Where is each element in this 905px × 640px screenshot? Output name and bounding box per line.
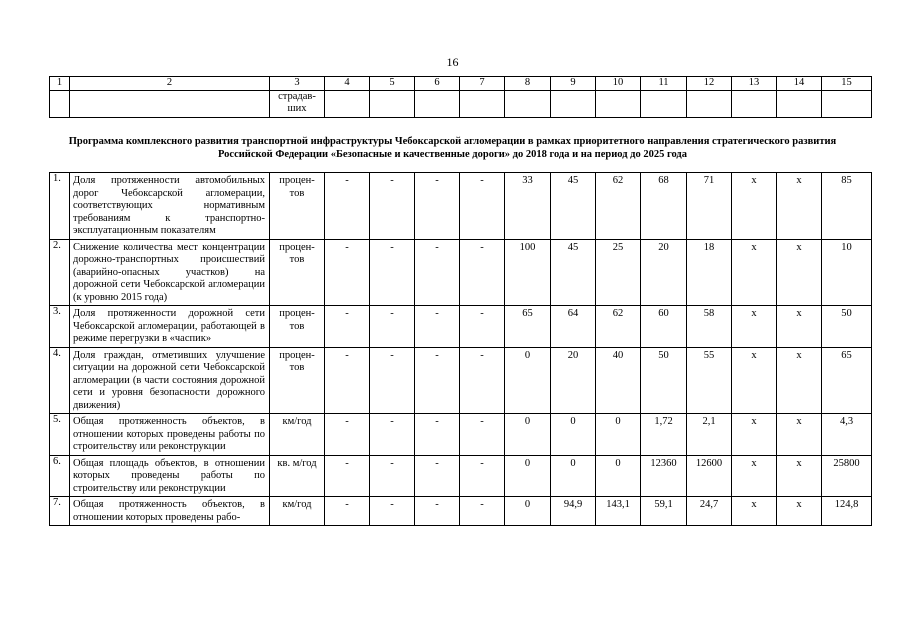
unit: процен- тов (270, 239, 325, 306)
continuation-cell-5 (370, 90, 415, 117)
column-number-3: 3 (270, 77, 325, 91)
unit: процен- тов (270, 347, 325, 414)
value-cell: - (415, 306, 460, 348)
continuation-row (50, 90, 872, 117)
row-number: 5. (50, 414, 70, 456)
value-cell: - (415, 414, 460, 456)
value-cell: 18 (687, 239, 732, 306)
column-number-15: 15 (822, 77, 872, 91)
value-cell: 20 (551, 347, 596, 414)
value-cell: - (460, 347, 505, 414)
value-cell: х (732, 497, 777, 526)
value-cell: 0 (505, 414, 551, 456)
column-number-6: 6 (415, 77, 460, 91)
row-number: 2. (50, 239, 70, 306)
indicator-name: Доля протяженности дорожной сети Чебоксарской агломерации, работающей в режиме перегрузки в «часпик» (70, 306, 270, 348)
continuation-cell-13 (732, 90, 777, 117)
value-cell: 40 (596, 347, 641, 414)
value-cell: - (415, 239, 460, 306)
value-cell: 100 (505, 239, 551, 306)
value-cell: - (460, 239, 505, 306)
column-number-4: 4 (325, 77, 370, 91)
table-row (50, 239, 872, 306)
unit: процен- тов (270, 306, 325, 348)
value-cell: 62 (596, 173, 641, 240)
continuation-cell-3: страдав-ших (270, 90, 325, 117)
value-cell: 12600 (687, 455, 732, 497)
value-cell: х (777, 497, 822, 526)
value-cell: - (325, 497, 370, 526)
unit: км/год (270, 414, 325, 456)
value-cell: - (370, 414, 415, 456)
value-cell: х (777, 455, 822, 497)
continuation-cell-10 (596, 90, 641, 117)
value-cell: - (460, 455, 505, 497)
continuation-cell-14 (777, 90, 822, 117)
column-number-13: 13 (732, 77, 777, 91)
value-cell: х (732, 414, 777, 456)
table-header (49, 76, 872, 118)
value-cell: 0 (505, 347, 551, 414)
value-cell: 0 (505, 497, 551, 526)
value-cell: х (732, 306, 777, 348)
continuation-cell-12 (687, 90, 732, 117)
value-cell: - (370, 239, 415, 306)
unit: процен- тов (270, 173, 325, 240)
column-number-row (50, 77, 872, 91)
value-cell: - (370, 347, 415, 414)
continuation-cell-1 (50, 90, 70, 117)
value-cell: х (732, 455, 777, 497)
value-cell: 45 (551, 173, 596, 240)
continuation-cell-7 (460, 90, 505, 117)
value-cell: 65 (822, 347, 872, 414)
value-cell: 12360 (641, 455, 687, 497)
unit: кв. м/год (270, 455, 325, 497)
value-cell: х (732, 173, 777, 240)
column-number-14: 14 (777, 77, 822, 91)
value-cell: 68 (641, 173, 687, 240)
value-cell: 143,1 (596, 497, 641, 526)
value-cell: 85 (822, 173, 872, 240)
page-number: 16 (446, 55, 459, 69)
value-cell: 62 (596, 306, 641, 348)
table-row (50, 306, 872, 348)
continuation-cell-11 (641, 90, 687, 117)
value-cell: - (370, 306, 415, 348)
value-cell: 25800 (822, 455, 872, 497)
value-cell: 1,72 (641, 414, 687, 456)
value-cell: х (777, 414, 822, 456)
value-cell: - (415, 173, 460, 240)
value-cell: - (325, 455, 370, 497)
value-cell: - (460, 173, 505, 240)
value-cell: х (777, 306, 822, 348)
indicator-name: Общая протяженность объектов, в отношении которых проведены рабо- (70, 497, 270, 526)
value-cell: - (370, 455, 415, 497)
value-cell: - (415, 347, 460, 414)
column-number-7: 7 (460, 77, 505, 91)
value-cell: - (325, 347, 370, 414)
value-cell: 0 (596, 455, 641, 497)
value-cell: - (415, 455, 460, 497)
value-cell: - (370, 497, 415, 526)
column-number-2: 2 (70, 77, 270, 91)
value-cell: 94,9 (551, 497, 596, 526)
continuation-cell-2 (70, 90, 270, 117)
value-cell: - (460, 414, 505, 456)
indicator-name: Доля граждан, отметивших улучшение ситуации на дорожной сети Чебоксарской агломерации (в части состояния дорожной сети и уровня безопасности дорожного движения) (70, 347, 270, 414)
row-number: 1. (50, 173, 70, 240)
value-cell: 65 (505, 306, 551, 348)
value-cell: 50 (822, 306, 872, 348)
value-cell: - (460, 497, 505, 526)
table-row (50, 414, 872, 456)
section-title: Программа комплексного развития транспортной инфраструктуры Чебоксарской агломерации в рамках приоритетного направления стратегического развития Российской Федерации «Безопасные и качественные дороги» до 2018 года и на период до 2025 года (68, 136, 837, 160)
indicator-name: Снижение количества мест концентрации дорожно-транспортных происшествий (аварийно-опасных участков) на дорожной сети Чебоксарской агломерации (к уровню 2015 года) (70, 239, 270, 306)
indicator-name: Общая площадь объектов, в отношении которых проведены работы по строительству или реконструкции (70, 455, 270, 497)
column-number-9: 9 (551, 77, 596, 91)
value-cell: 0 (551, 455, 596, 497)
value-cell: - (325, 306, 370, 348)
continuation-cell-15 (822, 90, 872, 117)
value-cell: 45 (551, 239, 596, 306)
column-number-10: 10 (596, 77, 641, 91)
value-cell: - (415, 497, 460, 526)
column-number-5: 5 (370, 77, 415, 91)
indicator-name: Общая протяженность объектов, в отношении которых проведены работы по строительству или реконструкции (70, 414, 270, 456)
value-cell: 2,1 (687, 414, 732, 456)
value-cell: 71 (687, 173, 732, 240)
value-cell: 10 (822, 239, 872, 306)
table-row (50, 455, 872, 497)
indicators-table (49, 172, 872, 526)
row-number: 6. (50, 455, 70, 497)
value-cell: 0 (596, 414, 641, 456)
table-row (50, 497, 872, 526)
row-number: 4. (50, 347, 70, 414)
table-row (50, 173, 872, 240)
value-cell: - (370, 173, 415, 240)
value-cell: 0 (551, 414, 596, 456)
value-cell: х (777, 239, 822, 306)
value-cell: 124,8 (822, 497, 872, 526)
value-cell: - (325, 173, 370, 240)
value-cell: 50 (641, 347, 687, 414)
value-cell: 25 (596, 239, 641, 306)
value-cell: 60 (641, 306, 687, 348)
column-number-11: 11 (641, 77, 687, 91)
row-number: 7. (50, 497, 70, 526)
value-cell: 58 (687, 306, 732, 348)
value-cell: 4,3 (822, 414, 872, 456)
continuation-cell-9 (551, 90, 596, 117)
continuation-cell-8 (505, 90, 551, 117)
column-number-1: 1 (50, 77, 70, 91)
value-cell: 0 (505, 455, 551, 497)
value-cell: х (732, 239, 777, 306)
continuation-cell-4 (325, 90, 370, 117)
value-cell: - (460, 306, 505, 348)
value-cell: х (777, 347, 822, 414)
value-cell: 33 (505, 173, 551, 240)
value-cell: 24,7 (687, 497, 732, 526)
column-number-12: 12 (687, 77, 732, 91)
table-row (50, 347, 872, 414)
unit: км/год (270, 497, 325, 526)
value-cell: х (777, 173, 822, 240)
value-cell: - (325, 239, 370, 306)
value-cell: 64 (551, 306, 596, 348)
indicator-name: Доля протяженности автомобильных дорог Чебоксарской агломерации, соответствующих нормативным требованиям к транспортно-эксплуатационным показателям (70, 173, 270, 240)
continuation-cell-6 (415, 90, 460, 117)
row-number: 3. (50, 306, 70, 348)
column-number-8: 8 (505, 77, 551, 91)
value-cell: 20 (641, 239, 687, 306)
value-cell: 59,1 (641, 497, 687, 526)
value-cell: х (732, 347, 777, 414)
value-cell: 55 (687, 347, 732, 414)
value-cell: - (325, 414, 370, 456)
